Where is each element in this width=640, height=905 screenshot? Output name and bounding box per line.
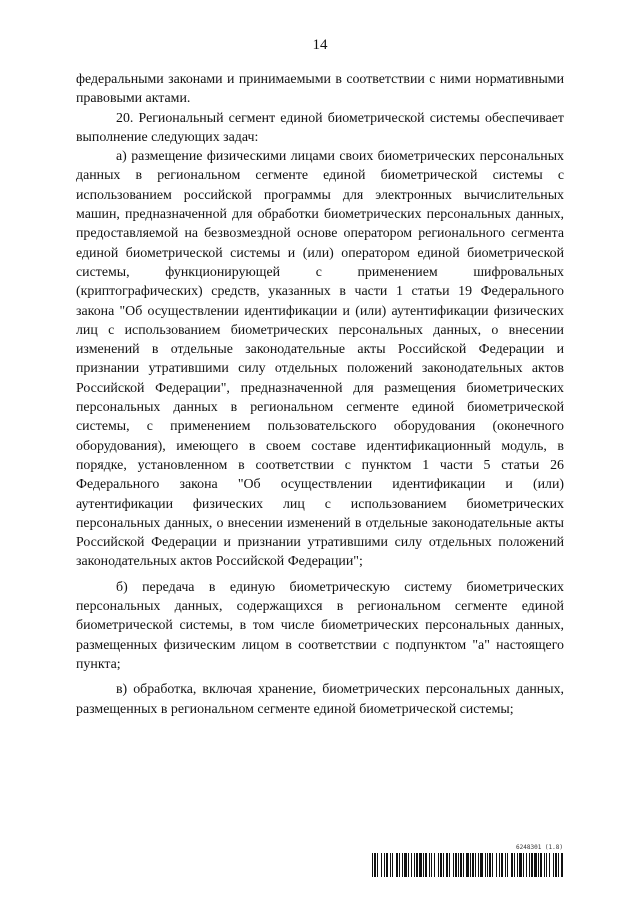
page-number: 14	[312, 37, 328, 53]
paragraph-continuation: федеральными законами и принимаемыми в соответствии с ними нормативными правовыми актами.	[76, 72, 564, 107]
paragraph-item-v: в) обработка, включая хранение, биометрических персональных данных, размещенных в региональном сегменте единой биометрической системы;	[76, 682, 564, 717]
paragraph-item-a: а) размещение физическими лицами своих биометрических персональных данных в региональном сегменте единой биометрической системы с использованием российской программы для электронных вычислительных машин, предназначенной для обработки биометрических персональных данных, предоставляемой на безвозмездной основе оператором регионального сегмента единой биометрической системы и (или) оператором единой биометрической системы, функционирующей с применением шифровальных (криптографических) средств, указанных в части 1 статьи 19 Федерального закона "Об осуществлении идентификации и (или) аутентификации физических лиц с использованием биометрических персональных данных, о внесении изменений в отдельные законодательные акты Российской Федерации и признании утратившими силу отдельных положений законодательных актов Российской Федерации", предназначенной для размещения биометрических персональных данных в региональном сегменте единой биометрической системы, с применением пользовательского оборудования (оконечного оборудования), имеющего в своем составе идентификационный модуль, в порядке, установленном в соответствии с пунктом 1 части 5 статьи 26 Федерального закона "Об осуществлении идентификации и (или) аутентификации физических лиц с использованием биометрических персональных данных, о внесении изменений в отдельные законодательные акты Российской Федерации и признании утратившими силу отдельных положений законодательных актов Российской Федерации";	[76, 149, 564, 570]
paragraph-item-b: б) передача в единую биометрическую систему биометрических персональных данных, содержащихся в региональном сегменте единой биометрической системы, в том числе биометрических персональных данных, размещенных физическим лицом в соответствии с подпунктом "а" настоящего пункта;	[76, 579, 564, 672]
document-body	[76, 70, 564, 719]
barcode-icon	[372, 853, 564, 877]
paragraph-item-20: 20. Региональный сегмент единой биометрической системы обеспечивает выполнение следующих задач:	[76, 110, 564, 145]
document-code: 6248301 (1.8)	[516, 844, 563, 851]
